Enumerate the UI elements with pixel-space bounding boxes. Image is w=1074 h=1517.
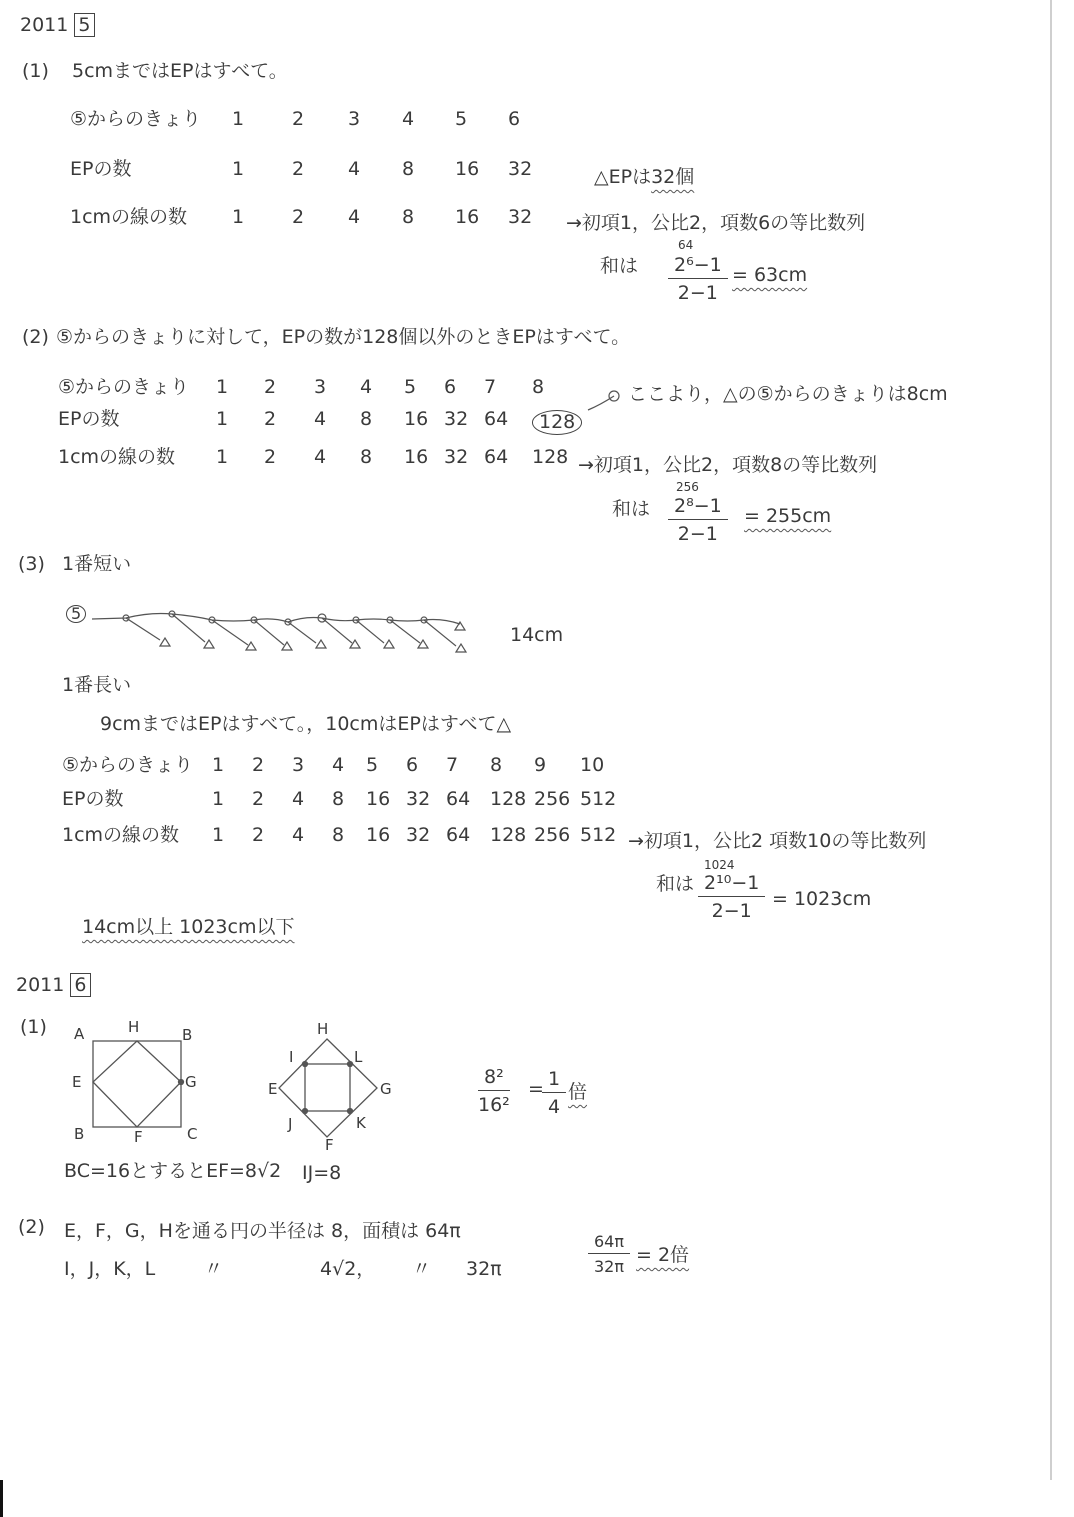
q1-note-answer: 32個	[651, 166, 695, 188]
q1-row-1-header: ⑤からのきょり	[70, 108, 202, 130]
p6-q2-line2-ditto2: 〃	[412, 1258, 432, 1280]
sq1-label-c: C	[187, 1125, 198, 1143]
q3-sum-fraction	[698, 872, 765, 922]
q2-callout-dot	[609, 391, 619, 401]
q3-arrow-note: →初項1，公比2 項数10の等比数列	[628, 830, 927, 852]
q3-row-2-cell: 8	[332, 788, 345, 810]
sq2-label-j: J	[288, 1115, 293, 1133]
p6-q2-label: (2)	[18, 1216, 45, 1238]
p6-q2-result: = 2倍	[636, 1244, 690, 1266]
q3-row-1-cell: 1	[212, 754, 225, 776]
q3-row-3-cell: 512	[580, 824, 617, 846]
q1-row-2-cell: 32	[508, 158, 533, 180]
p6-ratio-result-fraction	[542, 1068, 566, 1118]
q1-sum-fraction	[668, 254, 728, 304]
q2-row-1-cell: 8	[532, 376, 545, 398]
q2-row-3-cell: 128	[532, 446, 569, 468]
q1-row-3-cell: 32	[508, 206, 533, 228]
q1-row-2-header: EPの数	[70, 158, 132, 180]
q3-row-1-cell: 5	[366, 754, 379, 776]
p6-ratio-result-denominator: 4	[548, 1096, 561, 1118]
q1-row-3-cell: 16	[455, 206, 480, 228]
q2-row-2-cell: 64	[484, 408, 509, 430]
q3-row-3-header: 1cmの線の数	[62, 824, 180, 846]
q1-row-2-cell: 1	[232, 158, 245, 180]
q1-row-1-cell: 6	[508, 108, 521, 130]
q2-row-1-cell: 6	[444, 376, 457, 398]
problem6-header	[16, 976, 91, 995]
p6-note-ij: IJ=8	[302, 1162, 342, 1184]
q3-row-1-cell: 9	[534, 754, 547, 776]
sq2-label-f: F	[325, 1136, 334, 1154]
q2-sum-fraction	[668, 495, 728, 545]
q1-sum-label: 和は	[600, 255, 639, 277]
q3-row-2-cell: 256	[534, 788, 571, 810]
q2-sum-sup: 256	[676, 480, 699, 494]
q2-row-3-cell: 2	[264, 446, 277, 468]
scan-corner-mark	[0, 1480, 3, 1517]
q1-row-2-cell: 8	[402, 158, 415, 180]
q3-row-1-cell: 4	[332, 754, 345, 776]
q1-row-3-header: 1cmの線の数	[70, 206, 188, 228]
q3-row-1-cell: 8	[490, 754, 503, 776]
q3-row-1-header: ⑤からのきょり	[62, 754, 194, 776]
problem5-header	[20, 16, 95, 35]
q3-label: (3)	[18, 553, 45, 575]
q1-row-1-cell: 2	[292, 108, 305, 130]
p6-q2-line1: E，F，G，Hを通る円の半径は 8，面積は 64π	[64, 1220, 461, 1242]
q3-row-3-cell: 2	[252, 824, 265, 846]
q2-row-3-cell: 4	[314, 446, 327, 468]
q1-row-3-cell: 8	[402, 206, 415, 228]
sq2-label-h: H	[317, 1020, 329, 1038]
sq1-label-e: E	[72, 1073, 82, 1091]
q3-row-2-cell: 4	[292, 788, 305, 810]
q1-row-3-cell: 2	[292, 206, 305, 228]
q2-row-1-header: ⑤からのきょり	[58, 376, 190, 398]
p6-ratio-eq: =	[528, 1078, 544, 1100]
q2-row-1-cell: 2	[264, 376, 277, 398]
q2-callout-line	[588, 396, 614, 410]
q2-row-2-header: EPの数	[58, 408, 120, 430]
q1-label: (1)	[22, 60, 49, 82]
q2-statement: ⑤からのきょりに対して，EPの数が128個以外のときEPはすべて。	[56, 326, 631, 348]
q3-row-2-cell: 512	[580, 788, 617, 810]
q2-sum-result: = 255cm	[744, 505, 832, 527]
q1-sum-numerator: 2⁶−1	[668, 254, 728, 279]
p6-ratio-result-numerator: 1	[542, 1068, 566, 1093]
q2-row-2-cell: 2	[264, 408, 277, 430]
q2-row-2-cell: 1	[216, 408, 229, 430]
q2-row-2-cell: 32	[444, 408, 469, 430]
q3-row-3-cell: 4	[292, 824, 305, 846]
q3-row-3-cell: 64	[446, 824, 471, 846]
q1-arrow-note: →初項1，公比2，項数6の等比数列	[566, 212, 866, 234]
p6-ratio-numerator: 8²	[478, 1066, 510, 1091]
q1-sum-denominator: 2−1	[677, 282, 718, 304]
q2-arrow-note: →初項1，公比2，項数8の等比数列	[578, 454, 878, 476]
p6-q2-line2-ditto1: 〃	[204, 1258, 224, 1280]
problem5-year: 2011	[20, 14, 69, 36]
q1-row-1-cell: 5	[455, 108, 468, 130]
q2-row-1-cell: 4	[360, 376, 373, 398]
q3-statement: 9cmまではEPはすべて。，10cmはEPはすべて△	[100, 713, 512, 735]
sq1-label-b-bottom: B	[74, 1125, 85, 1143]
q2-row-1-cell: 3	[314, 376, 327, 398]
q2-row-1-cell: 5	[404, 376, 417, 398]
p6-q2-line2-points: I，J，K，L	[64, 1258, 156, 1280]
p6-square-outer	[93, 1041, 184, 1127]
q1-row-1-cell: 3	[348, 108, 361, 130]
q1-row-3-cell: 4	[348, 206, 361, 228]
q2-row-2-cell: 4	[314, 408, 327, 430]
q1-statement: 5cmまではEPはすべて。	[72, 60, 288, 82]
q2-row-3-cell: 1	[216, 446, 229, 468]
q3-row-2-cell: 16	[366, 788, 391, 810]
p6-q2-numerator: 64π	[588, 1232, 630, 1254]
q1-sum-result: = 63cm	[732, 264, 808, 286]
q3-row-3-cell: 16	[366, 824, 391, 846]
q2-row-3-cell: 32	[444, 446, 469, 468]
q3-row-1-cell: 2	[252, 754, 265, 776]
q2-row-2-cell: 128	[532, 410, 582, 435]
scan-edge-line	[1050, 0, 1052, 1480]
p6-q2-fraction	[588, 1232, 630, 1276]
sq2-label-i: I	[289, 1048, 294, 1066]
q1-row-1-cell: 1	[232, 108, 245, 130]
q3-diagram-start: 5	[66, 605, 86, 623]
sq2-label-k: K	[356, 1114, 366, 1132]
q3-sum-result: = 1023cm	[772, 888, 872, 910]
p6-q2-denominator: 32π	[594, 1257, 624, 1276]
q3-answer: 14cm以上 1023cm以下	[82, 916, 295, 938]
q3-row-2-cell: 32	[406, 788, 431, 810]
sq1-label-h: H	[128, 1018, 140, 1036]
q3-row-3-cell: 128	[490, 824, 527, 846]
sq2-label-l: L	[354, 1048, 363, 1066]
p6-ratio-unit: 倍	[568, 1081, 588, 1103]
q2-sum-numerator: 2⁸−1	[668, 495, 728, 520]
q3-diagram-length: 14cm	[510, 624, 564, 646]
problem6-number: 6	[70, 973, 90, 997]
p6-q2-line2-radius: 4√2，	[320, 1258, 376, 1280]
q3-sum-sup: 1024	[704, 858, 735, 872]
q3-row-3-cell: 8	[332, 824, 345, 846]
q3-row-1-cell: 10	[580, 754, 605, 776]
sq1-label-f: F	[134, 1128, 143, 1146]
p6-ratio-denominator: 16²	[478, 1094, 510, 1116]
q3-sum-label: 和は	[656, 873, 695, 895]
q2-row-1-cell: 1	[216, 376, 229, 398]
q1-sum-sup: 64	[678, 238, 694, 252]
q3-shortest: 1番短い	[62, 553, 132, 575]
p6-ratio-fraction	[478, 1066, 510, 1116]
p6-q2-line2-area: 32π	[466, 1258, 502, 1280]
q3-row-2-cell: 2	[252, 788, 265, 810]
q3-row-3-cell: 32	[406, 824, 431, 846]
q3-chain-diagram	[92, 611, 466, 652]
q2-row-2-cell: 8	[360, 408, 373, 430]
sq1-label-g: G	[185, 1073, 197, 1091]
q1-row-3-cell: 1	[232, 206, 245, 228]
q3-row-2-cell: 128	[490, 788, 527, 810]
q3-row-1-cell: 3	[292, 754, 305, 776]
q3-row-1-cell: 7	[446, 754, 459, 776]
sq2-label-g: G	[380, 1080, 392, 1098]
q3-row-2-header: EPの数	[62, 788, 124, 810]
q3-row-2-cell: 64	[446, 788, 471, 810]
q2-row-2-cell: 16	[404, 408, 429, 430]
q2-row-3-cell: 8	[360, 446, 373, 468]
p6-q1-label: (1)	[20, 1016, 47, 1038]
q2-row-3-cell: 16	[404, 446, 429, 468]
q3-longest: 1番長い	[62, 674, 132, 696]
p6-note-ef: BC=16とするとEF=8√2	[64, 1160, 282, 1182]
sq2-label-e: E	[268, 1080, 278, 1098]
q2-row-3-cell: 64	[484, 446, 509, 468]
q3-row-3-cell: 1	[212, 824, 225, 846]
q2-sum-label: 和は	[612, 498, 651, 520]
sq1-label-b-top: B	[182, 1026, 193, 1044]
problem5-number: 5	[74, 13, 94, 37]
q1-row-1-cell: 4	[402, 108, 415, 130]
q1-note-pre: △EPは	[594, 166, 652, 188]
sq1-label-a: A	[74, 1025, 85, 1043]
q2-sum-denominator: 2−1	[677, 523, 718, 545]
q2-label: (2)	[22, 326, 49, 348]
q3-sum-denominator: 2−1	[711, 900, 752, 922]
q1-row-2-cell: 4	[348, 158, 361, 180]
q2-row-1-cell: 7	[484, 376, 497, 398]
q3-row-3-cell: 256	[534, 824, 571, 846]
q3-row-1-cell: 6	[406, 754, 419, 776]
q3-sum-numerator: 2¹⁰−1	[698, 872, 765, 897]
q2-row-3-header: 1cmの線の数	[58, 446, 176, 468]
q1-row-2-cell: 16	[455, 158, 480, 180]
q1-note	[594, 168, 694, 187]
problem6-year: 2011	[16, 974, 65, 996]
q1-row-2-cell: 2	[292, 158, 305, 180]
q3-row-2-cell: 1	[212, 788, 225, 810]
q2-callout: ここより，△の⑤からのきょりは8cm	[628, 383, 948, 405]
